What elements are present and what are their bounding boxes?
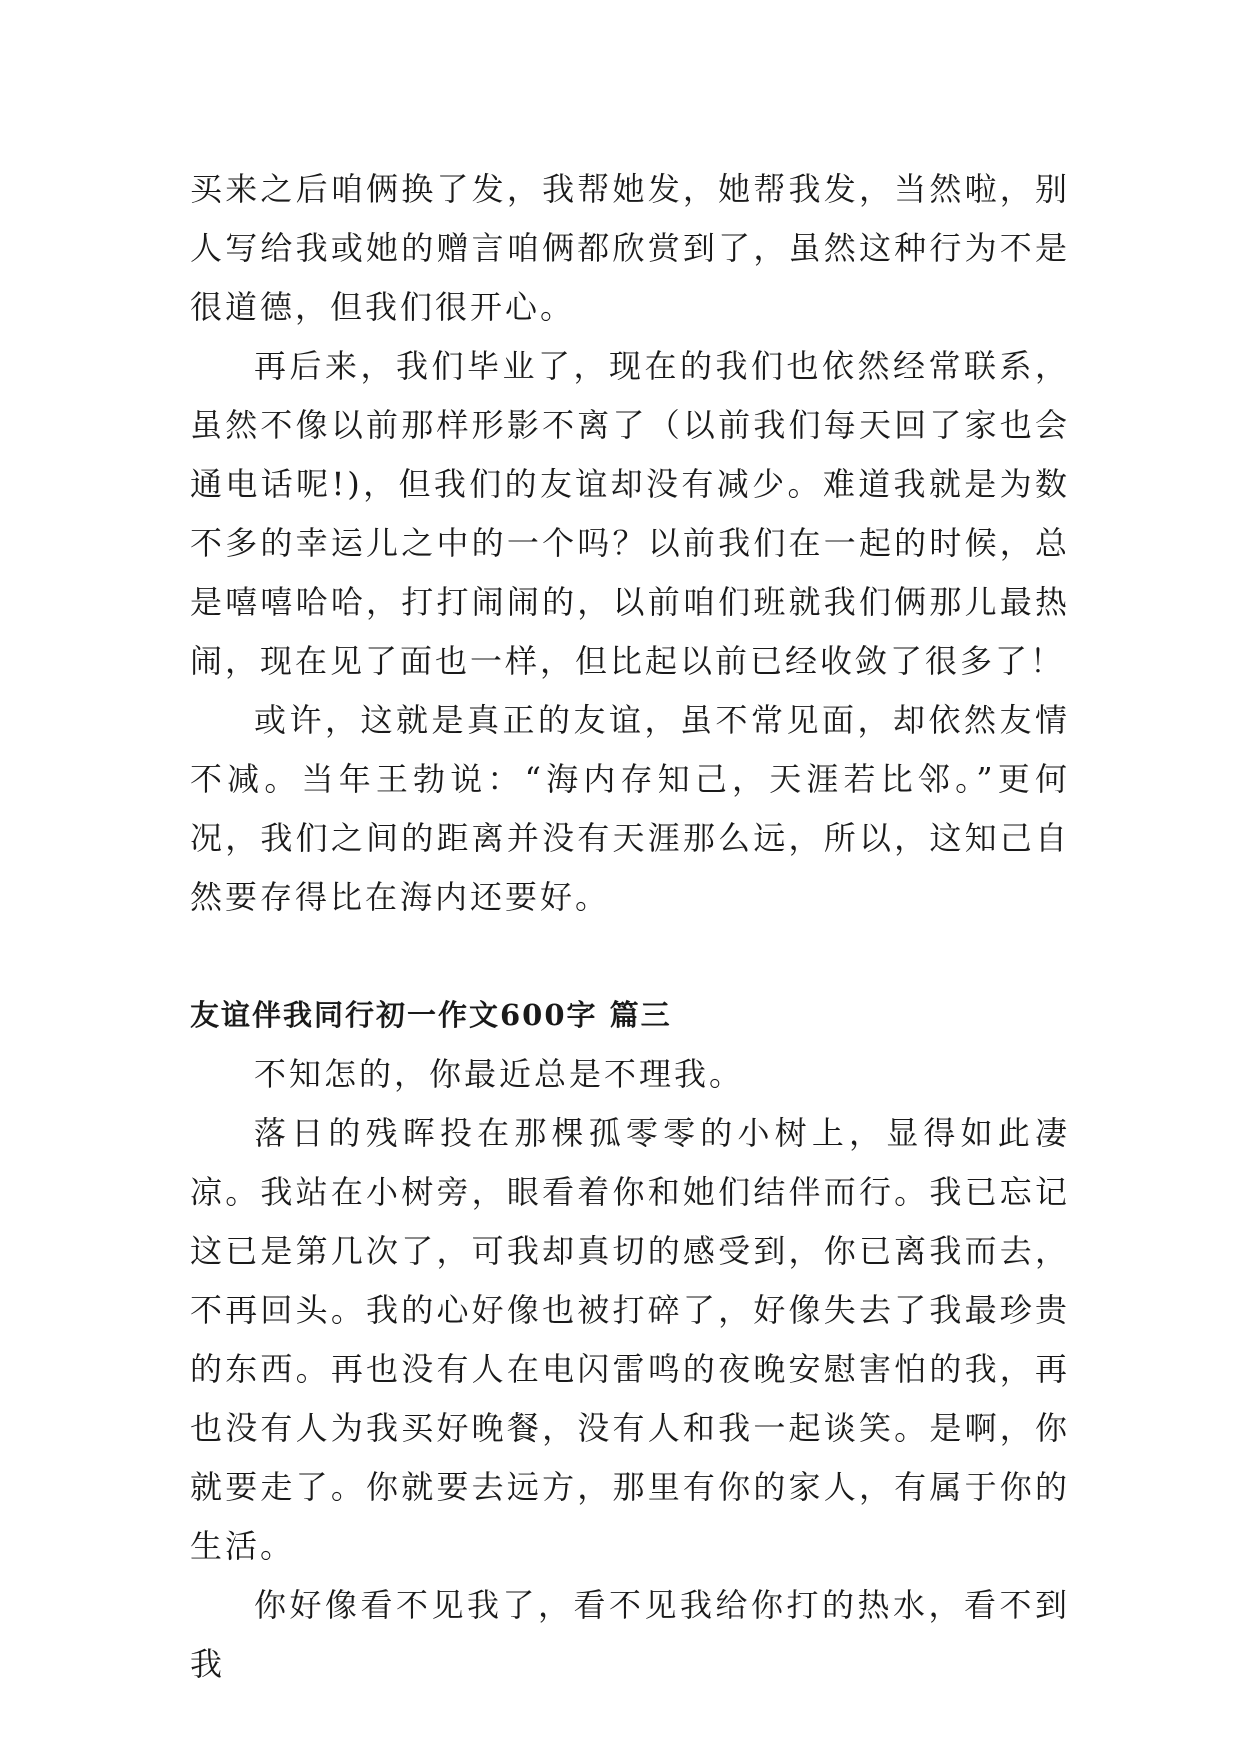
section-heading: 友谊伴我同行初一作文600字 篇三 xyxy=(190,998,672,1032)
paragraph: 落日的残晖投在那棵孤零零的小树上，显得如此凄凉。我站在小树旁，眼看着你和她们结伴而行。我已忘记这已是第几次了，可我却真切的感受到，你已离我而去，不再回头。我的心好像也被打碎了，好像失去了我最珍贵的东西。再也没有人在电闪雷鸣的夜晚安慰害怕的我，再也没有人为我买好晚餐，没有人和我一起谈笑。是啊，你就要走了。你就要去远方，那里有你的家人，有属于你的生活。 xyxy=(190,1114,1070,1565)
document-body xyxy=(190,160,1070,1694)
paragraph: 买来之后咱俩换了发，我帮她发，她帮我发，当然啦，别人写给我或她的赠言咱俩都欣赏到了，虽然这种行为不是很道德，但我们很开心。 xyxy=(190,170,1070,326)
paragraph: 再后来，我们毕业了，现在的我们也依然经常联系，虽然不像以前那样形影不离了（以前我们每天回了家也会通电话呢!)，但我们的友谊却没有减少。难道我就是为数不多的幸运儿之中的一个吗？以前我们在一起的时候，总是嘻嘻哈哈，打打闹闹的，以前咱们班就我们俩那儿最热闹，现在见了面也一样，但比起以前已经收敛了很多了！ xyxy=(190,347,1070,680)
paragraph: 不知怎的，你最近总是不理我。 xyxy=(254,1055,745,1093)
paragraph: 你好像看不见我了，看不见我给你打的热水，看不到我 xyxy=(190,1586,1070,1683)
paragraph: 或许，这就是真正的友谊，虽不常见面，却依然友情不减。当年王勃说：“海内存知己，天涯若比邻。”更何况，我们之间的距离并没有天涯那么远，所以，这知己自然要存得比在海内还要好。 xyxy=(190,701,1070,916)
